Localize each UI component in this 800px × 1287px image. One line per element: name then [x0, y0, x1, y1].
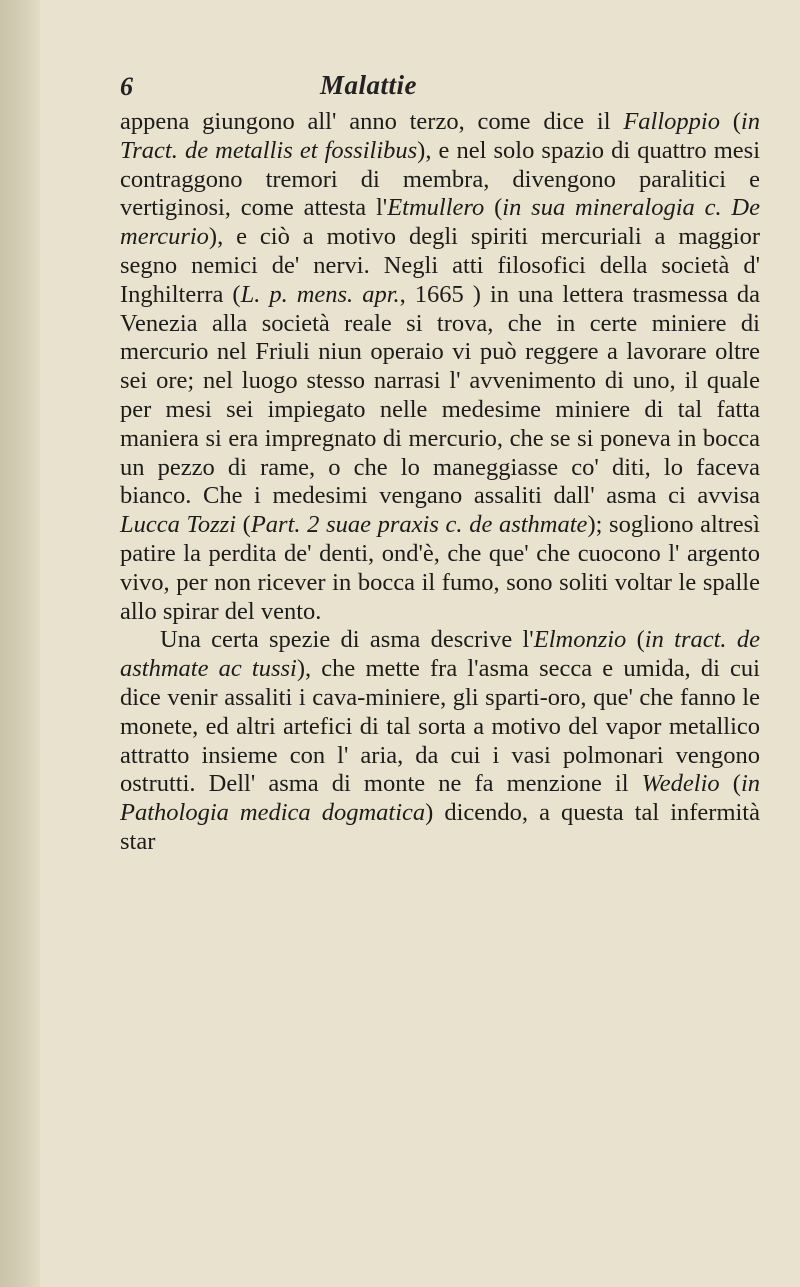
text-run: ), che mette fra l'asma secca e umida, di cui dice venir assaliti i cava-miniere, gli sparti-oro, que' che fanno le monete, ed altri artefici di tal sorta a motivo del vapor metallico attratto insieme con l' aria, da cui i vasi polmonari vengono ostrutti. Dell' asma di monte ne fa menzione il	[120, 655, 760, 798]
italic-citation: Falloppio	[623, 108, 720, 135]
text-run: ); sogliono altresì patire la perdita de' denti, ond'è, che que' che cuocono l' argento vivo, per non ricever in bocca il fumo, sono soliti voltar le spalle allo spirar del vento.	[120, 511, 760, 625]
italic-citation: in Tract. de metallis et fossilibus	[120, 108, 760, 164]
text-run: (	[719, 770, 741, 798]
text-run: appena giungono all' anno terzo, come dice il	[120, 108, 624, 135]
italic-citation: Elmonzio	[533, 626, 627, 654]
paragraph-1	[120, 108, 760, 626]
page-number: 6	[120, 72, 133, 101]
italic-citation: L. p. mens. apr.	[240, 280, 400, 308]
italic-citation: Lucca Tozzi	[120, 511, 237, 539]
italic-citation: Etmullero	[387, 194, 485, 222]
text-run: (	[626, 626, 645, 654]
text-run: (	[484, 194, 503, 222]
running-head	[120, 64, 760, 108]
book-page	[40, 0, 800, 1287]
text-run: Una certa spezie di asma descrive l'	[160, 626, 534, 654]
paragraph-2	[120, 626, 760, 856]
text-run: ), e ciò a motivo degli spiriti mercuriali a maggior segno nemici de' nervi. Negli atti filosofici della società d' Inghilterra (	[120, 223, 760, 308]
italic-citation: in tract. de asthmate ac tussi	[120, 626, 760, 683]
italic-citation: in Pathologia medica dogmatica	[120, 770, 760, 827]
text-run: (	[236, 511, 251, 539]
italic-citation: Wedelio	[641, 770, 720, 798]
text-run: ), e nel solo spazio di quattro mesi contraggono tremori di membra, divengono paralitici e vertiginosi, come attesta l'	[120, 136, 760, 222]
text-run: ) dicendo, a questa tal infermità star	[120, 799, 760, 855]
body-text	[120, 108, 760, 857]
text-run: (	[719, 108, 741, 135]
italic-citation: in sua mineralogia c. De mercurio	[120, 194, 760, 251]
page-content	[120, 64, 760, 857]
scan-binding-edge	[0, 0, 40, 1287]
italic-citation: Part. 2 suae praxis c. de asthmate	[250, 511, 588, 539]
text-run: , 1665 ) in una lettera trasmessa da Venezia alla società reale si trova, che in certe miniere di mercurio nel Friuli niun operaio vi può reggere a lavorare oltre sei ore; nel luogo stesso narrasi l' avvenimento di uno, il quale per mesi sei impiegato nelle medesime miniere di tal fatta maniera si era impregnato di mercurio, che se si poneva in bocca un pezzo di rame, o che lo maneggiasse co' diti, lo faceva bianco. Che i medesimi vengano assaliti dall' asma ci avvisa	[120, 280, 760, 510]
running-title: Malattie	[320, 70, 417, 100]
